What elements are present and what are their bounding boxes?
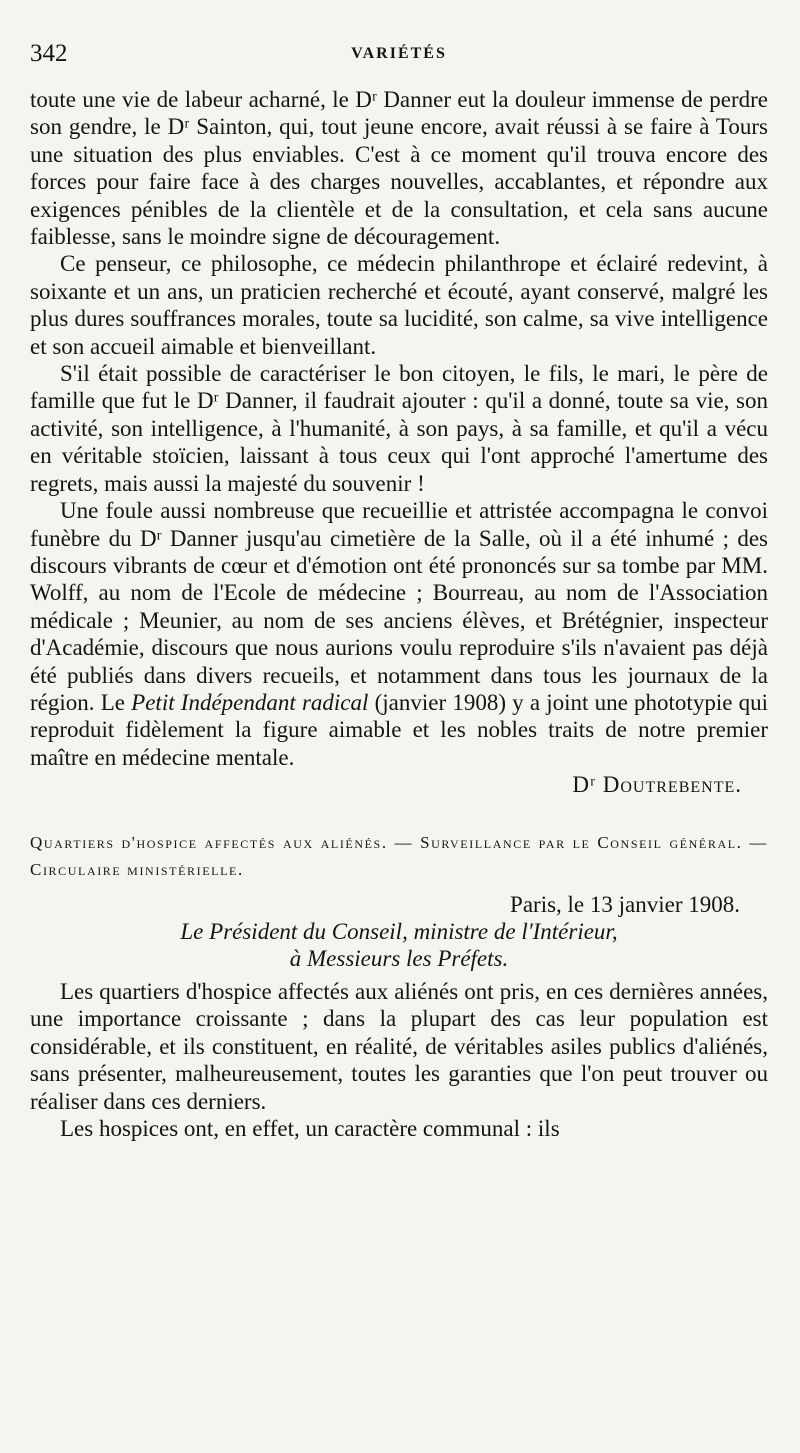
circular-paragraph-1: Les quartiers d'hospice affectés aux aliénés ont pris, en ces dernières années, une importance croissante ; dans la plupart des cas leur population est considérable, et ils constituent, en réalité, de véritables asiles publics d'aliénés, sans présenter, malheureusement, toutes les garanties que l'on peut trouver ou réaliser dans ces derniers. [30,978,768,1114]
addressee-line-2: à Messieurs les Préfets. [289,945,509,971]
circular-body [30,978,768,1142]
author-signature: Dʳ Doutrebente. [572,772,742,798]
running-title: VARIÉTÉS [351,45,447,62]
circular-heading: Quartiers d'hospice affectés aux aliénés. — Surveillance par le Conseil général. — Circulaire ministérielle. [30,832,768,879]
book-page [30,0,768,1453]
circular-paragraph-2: Les hospices ont, en effet, un caractère communal : ils [60,1116,560,1141]
obituary-paragraph-2: Ce penseur, ce philosophe, ce médecin philanthrope et éclairé redevint, à soixante et un ans, un praticien recherché et écouté, ayant conservé, malgré les plus dures souffrances morales, toute sa lucidité, son calme, sa vive intelligence et son accueil aimable et bienveillant. [30,251,768,359]
obituary-paragraph-4 [30,497,768,771]
obituary-paragraph-1: toute une vie de labeur acharné, le Dʳ Danner eut la douleur immense de perdre son gendre, le Dʳ Sainton, qui, tout jeune encore, avait réussi à se faire à Tours une situation des plus enviables. C'est à ce moment qu'il trouva encore des forces pour faire face à des charges nouvelles, accablantes, et répondre aux exigences pénibles de la clientèle et de la consultation, et cela sans aucune faiblesse, sans le moindre signe de découragement. [30,87,768,250]
circular-addressee [30,918,768,972]
addressee-line-1: Le Président du Conseil, ministre de l'Intérieur, [180,918,618,944]
page-body [30,86,768,1142]
obituary-paragraph-4-text-a: Une foule aussi nombreuse que recueillie et attristée accompagna le convoi funèbre du Dʳ Danner jusqu'au cimetière de la Salle, où il a été inhumé ; des discours vibrants de cœur et d'émotion ont été prononcés sur sa tombe par MM. Wolff, au nom de l'Ecole de médecine ; Bourreau, au nom de l'Association médicale ; Meunier, au nom de ses anciens élèves, et Brétégnier, inspecteur d'Académie, discours que nous aurions voulu reproduire s'ils n'avaient pas déjà été publiés dans divers recueils, et notamment dans tous les journaux de la région. Le [30,498,768,715]
page-number: 342 [30,40,68,67]
page-header [30,40,768,70]
obituary-paragraph-3: S'il était possible de caractériser le bon citoyen, le fils, le mari, le père de famille que fut le Dʳ Danner, il faudrait ajouter : qu'il a donné, toute sa vie, son activité, son intelligence, à l'humanité, à son pays, à sa famille, et qu'il a vécu en véritable stoïcien, laissant à tous ceux qui l'ont approché l'amertume des regrets, mais aussi la majesté du souvenir ! [30,361,768,496]
newspaper-title: Petit Indépendant radical [131,689,369,715]
obituary-paragraph-4-text-b: (janvier 1908) y a joint une phototypie qui reproduit fidèlement la figure aimable et les nobles traits de notre premier maître en médecine mentale. [30,689,769,770]
circular-dateline: Paris, le 13 janvier 1908. [510,891,740,917]
